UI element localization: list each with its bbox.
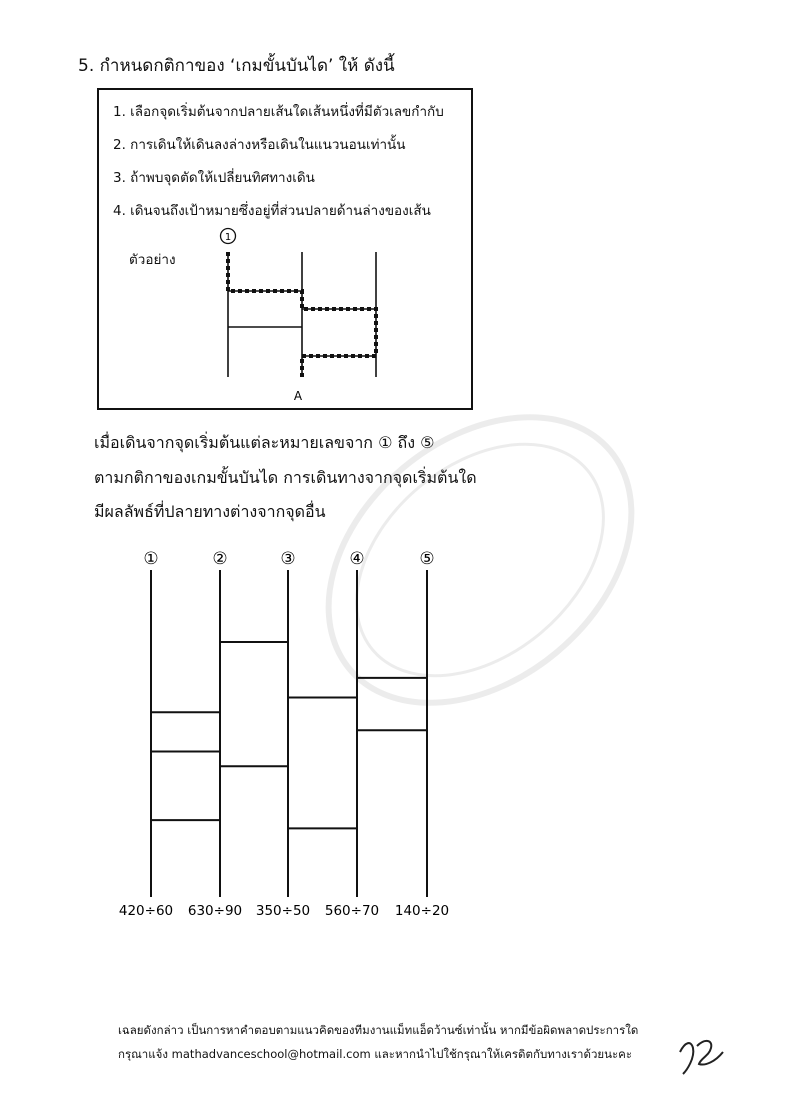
question-line-2: ตามกติกาของเกมขั้นบันได การเดินทางจากจุดเริ่มต้นใด xyxy=(94,468,477,487)
footer-line-1: เฉลยดังกล่าว เป็นการหาคำตอบตามแนวคิดของทีมงานแม็ทแอ็ดว้านซ์เท่านั้น หากมีข้อผิดพลาดประการใด xyxy=(118,1023,639,1037)
end-label-3: 350÷50 xyxy=(255,903,311,919)
svg-text:1: 1 xyxy=(224,232,232,243)
question-line-3: มีผลลัพธ์ที่ปลายทางต่างจากจุดอื่น xyxy=(94,502,326,521)
footer-line-2: กรุณาแจ้ง mathadvanceschool@hotmail.com และหากนำไปใช้กรุณาให้เครดิตกับทางเราด้วยนะคะ xyxy=(118,1047,633,1061)
handwritten-initials xyxy=(675,1030,735,1080)
end-label-5: 140÷20 xyxy=(394,903,450,919)
start-label-2: ② xyxy=(212,549,228,569)
end-label-4: 560÷70 xyxy=(324,903,380,919)
example-label: ตัวอย่าง xyxy=(129,252,176,268)
start-label-3: ③ xyxy=(280,549,296,569)
start-label-4: ④ xyxy=(349,549,365,569)
question-line-1: เมื่อเดินจากจุดเริ่มต้นแต่ละหมายเลขจาก ① ถึง ⑤ xyxy=(94,433,435,452)
rule-4: 4. เดินจนถึงเป้าหมายซึ่งอยู่ที่ส่วนปลายด้านล่างของเส้น xyxy=(113,203,431,219)
start-label-1: ① xyxy=(143,549,159,569)
rule-3: 3. ถ้าพบจุดตัดให้เปลี่ยนทิศทางเดิน xyxy=(113,170,315,186)
end-label-2: 630÷90 xyxy=(187,903,243,919)
example-end-label: A xyxy=(293,389,303,403)
rule-1: 1. เลือกจุดเริ่มต้นจากปลายเส้นใดเส้นหนึ่งที่มีตัวเลขกำกับ xyxy=(113,104,444,120)
rule-2: 2. การเดินให้เดินลงล่างหรือเดินในแนวนอนเท่านั้น xyxy=(113,137,406,153)
start-label-5: ⑤ xyxy=(419,549,435,569)
question-title: 5. กำหนดกติกาของ ‘เกมขั้นบันได’ ให้ ดังนี้ xyxy=(78,56,395,76)
end-label-1: 420÷60 xyxy=(118,903,174,919)
